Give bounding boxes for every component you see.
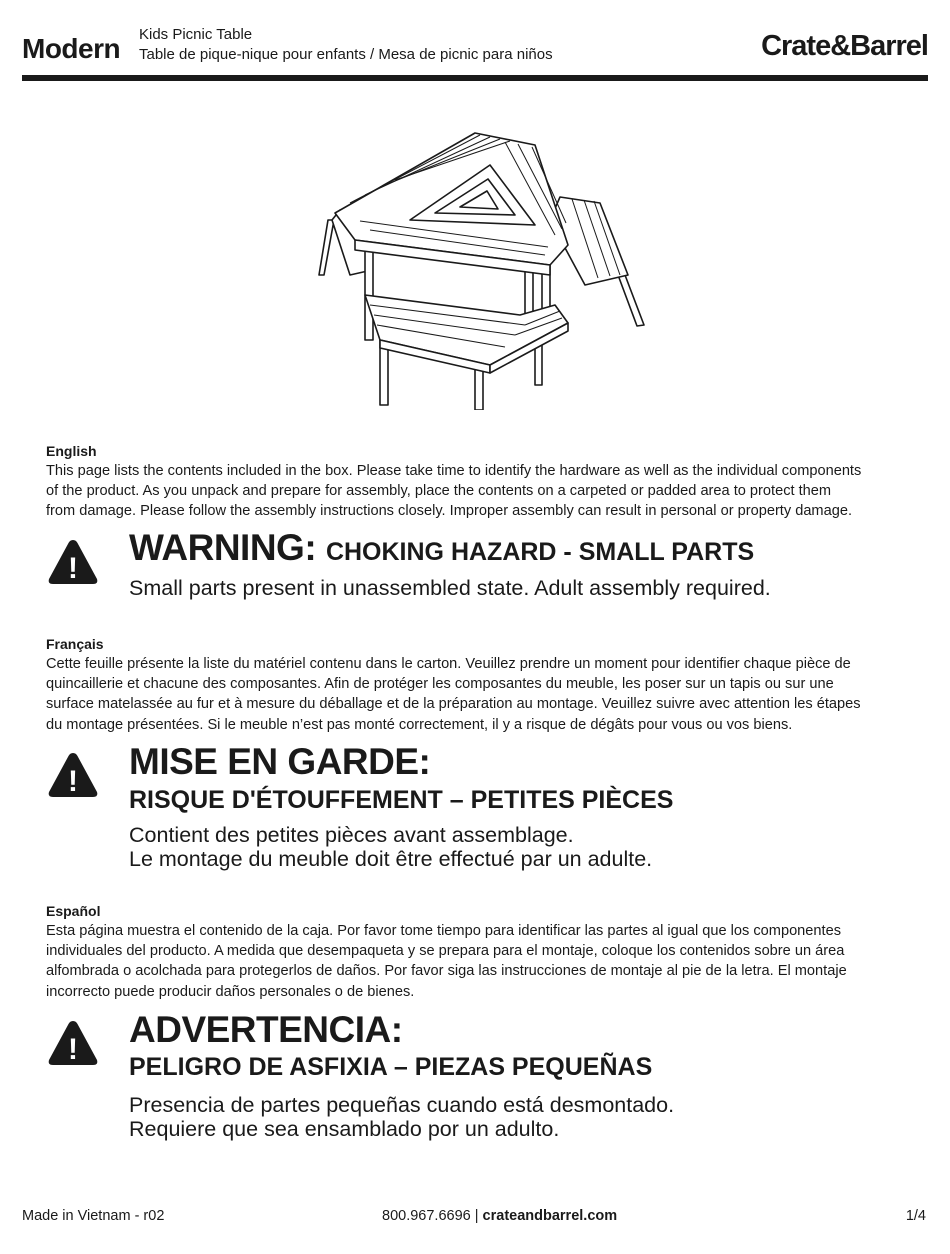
- warning-label: WARNING:: [129, 527, 317, 568]
- product-name-translations: Table de pique-nique pour enfants / Mesa de picnic para niños: [139, 46, 553, 63]
- warning-triangle-icon: [46, 1018, 100, 1068]
- english-warning-title: [129, 527, 754, 569]
- french-line: surface matelassée au fur et à mesure du déballage et de la préparation au montage. Veuillez suivre avec attention les étapes: [46, 696, 861, 713]
- warning-triangle-icon: [46, 750, 100, 800]
- spanish-warning-text: [129, 1093, 674, 1141]
- picnic-table-illustration: [310, 125, 650, 410]
- spanish-line: individuales del producto. A medida que desempaqueta y se prepara para el montaje, coloque los contenidos sobre un área: [46, 943, 845, 960]
- spanish-line: Esta página muestra el contenido de la caja. Por favor tome tiempo para identificar las partes al igual que los componentes: [46, 923, 842, 939]
- warning-triangle-icon: [46, 537, 100, 587]
- footer-origin: Made in Vietnam - r02: [22, 1208, 165, 1224]
- french-warning-text: [129, 823, 652, 871]
- warning-subtitle: CHOKING HAZARD - SMALL PARTS: [325, 538, 755, 566]
- french-warning-subtitle: RISQUE D'ÉTOUFFEMENT – PETITES PIÈCES: [129, 786, 674, 814]
- french-line: Cette feuille présente la liste du matériel contenu dans le carton. Veuillez prendre un moment pour identifier chaque pièce de: [46, 656, 851, 672]
- french-warning-line: Contient des petites pièces avant assemblage.: [129, 823, 574, 847]
- product-name: Kids Picnic Table: [139, 26, 253, 43]
- spanish-line: incorrecto puede producir daños personales o de bienes.: [46, 983, 415, 1000]
- footer-phone: 800.967.6696: [382, 1208, 471, 1224]
- spanish-warning-line: Presencia de partes pequeñas cuando está desmontado.: [129, 1093, 675, 1117]
- french-line: du montage présentées. Si le meuble n’est pas monté correctement, il y a risque de dégâts pour vous ou vos biens.: [46, 716, 793, 733]
- english-heading: English: [46, 443, 97, 459]
- footer-website[interactable]: crateandbarrel.com: [482, 1208, 618, 1224]
- svg-text:!: !: [68, 1033, 78, 1066]
- french-warning-title: MISE EN GARDE:: [129, 741, 431, 782]
- french-warning-line: Le montage du meuble doit être effectué par un adulte.: [129, 847, 653, 871]
- spanish-warning-title: ADVERTENCIA:: [129, 1009, 403, 1050]
- english-line: This page lists the contents included in the box. Please take time to identify the hardware as well as the individual components: [46, 463, 862, 479]
- spanish-heading: Español: [46, 903, 101, 919]
- english-line: from damage. Please follow the assembly instructions closely. Improper assembly can result in personal or property damage.: [46, 503, 852, 520]
- french-paragraph: [46, 654, 926, 735]
- footer-contact: [382, 1208, 617, 1224]
- header-rule: [22, 75, 928, 81]
- page-number: 1/4: [905, 1208, 926, 1224]
- spanish-warning-line: Requiere que sea ensamblado por un adulto.: [129, 1117, 560, 1141]
- svg-text:!: !: [68, 765, 78, 798]
- french-line: quincaillerie et chacune des composantes. Afin de protéger les composantes du meuble, les poser sur un tapis ou sur une: [46, 676, 834, 693]
- english-line: of the product. As you unpack and prepare for assembly, place the contents on a carpeted or padded area to protect them: [46, 483, 832, 500]
- brand-name: Modern: [22, 33, 121, 64]
- svg-text:!: !: [68, 552, 78, 585]
- crate-and-barrel-logo: Crate&Barrel: [761, 30, 928, 62]
- english-paragraph: [46, 461, 926, 522]
- spanish-warning-subtitle: PELIGRO DE ASFIXIA – PIEZAS PEQUEÑAS: [129, 1053, 653, 1081]
- spanish-line: alfombrada o acolchada para protegerlos de daños. Por favor siga las instrucciones de montaje al pie de la letra. El montaje: [46, 963, 847, 980]
- footer-separator: |: [474, 1208, 479, 1224]
- french-heading: Français: [46, 636, 104, 652]
- spanish-paragraph: [46, 921, 926, 1002]
- english-warning-text: Small parts present in unassembled state. Adult assembly required.: [129, 576, 771, 600]
